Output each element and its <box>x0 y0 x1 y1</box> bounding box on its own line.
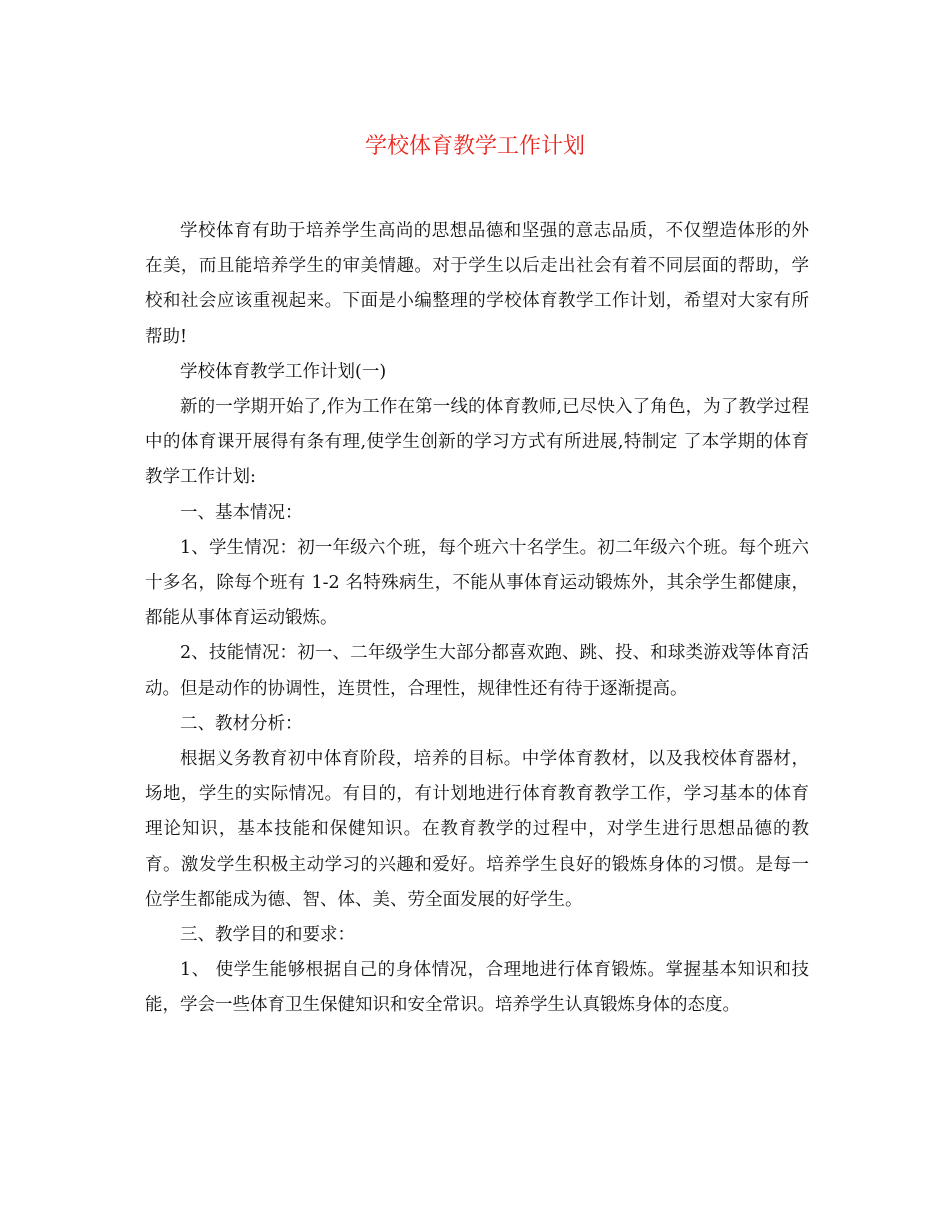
body-paragraph: 1、学生情况：初一年级六个班，每个班六十名学生。初二年级六个班。每个班六十多名，除每个班有 1-2 名特殊病生，不能从事体育运动锻炼外，其余学生都健康，都能从事体育运动锻炼。 <box>145 537 809 629</box>
intro-paragraph: 学校体育有助于培养学生高尚的思想品德和坚强的意志品质，不仅塑造体形的外在美，而且能培养学生的审美情趣。对于学生以后走出社会有着不同层面的帮助，学校和社会应该重视起来。下面是小编整理的学校体育教学工作计划，希望对大家有所帮助! <box>145 221 809 347</box>
body-paragraph: 根据义务教育初中体育阶段，培养的目标。中学体育教材，以及我校体育器材，场地，学生的实际情况。有目的，有计划地进行体育教育教学工作，学习基本的体育理论知识，基本技能和保健知识。在教育教学的过程中，对学生进行思想品德的教育。激发学生积极主动学习的兴趣和爱好。培养学生良好的锻炼身体的习惯。是每一位学生都能成为德、智、体、美、劳全面发展的好学生。 <box>145 749 809 910</box>
document-body <box>145 214 809 1024</box>
document-title: 学校体育教学工作计划 <box>364 134 585 159</box>
section-heading-teaching-goals: 三、教学目的和要求： <box>180 925 355 946</box>
body-paragraph: 新的一学期开始了,作为工作在第一线的体育教师,已尽快入了角色，为了教学过程中的体育课开展得有条有理,使学生创新的学习方式有所进展,特制定 了本学期的体育教学工作计划: <box>145 397 809 488</box>
section-heading-basic-situation: 一、基本情况： <box>180 502 303 523</box>
body-paragraph: 1、 使学生能够根据自己的身体情况，合理地进行体育锻炼。掌握基本知识和技能，学会一些体育卫生保健知识和安全常识。培养学生认真锻炼身体的态度。 <box>145 960 809 1016</box>
body-paragraph: 2、技能情况：初一、二年级学生大部分都喜欢跑、跳、投、和球类游戏等体育活动。但是动作的协调性，连贯性，合理性，规律性还有待于逐渐提高。 <box>145 643 809 699</box>
section-heading-textbook-analysis: 二、教材分析： <box>180 713 303 734</box>
section-heading-plan-one: 学校体育教学工作计划(一) <box>180 361 387 382</box>
